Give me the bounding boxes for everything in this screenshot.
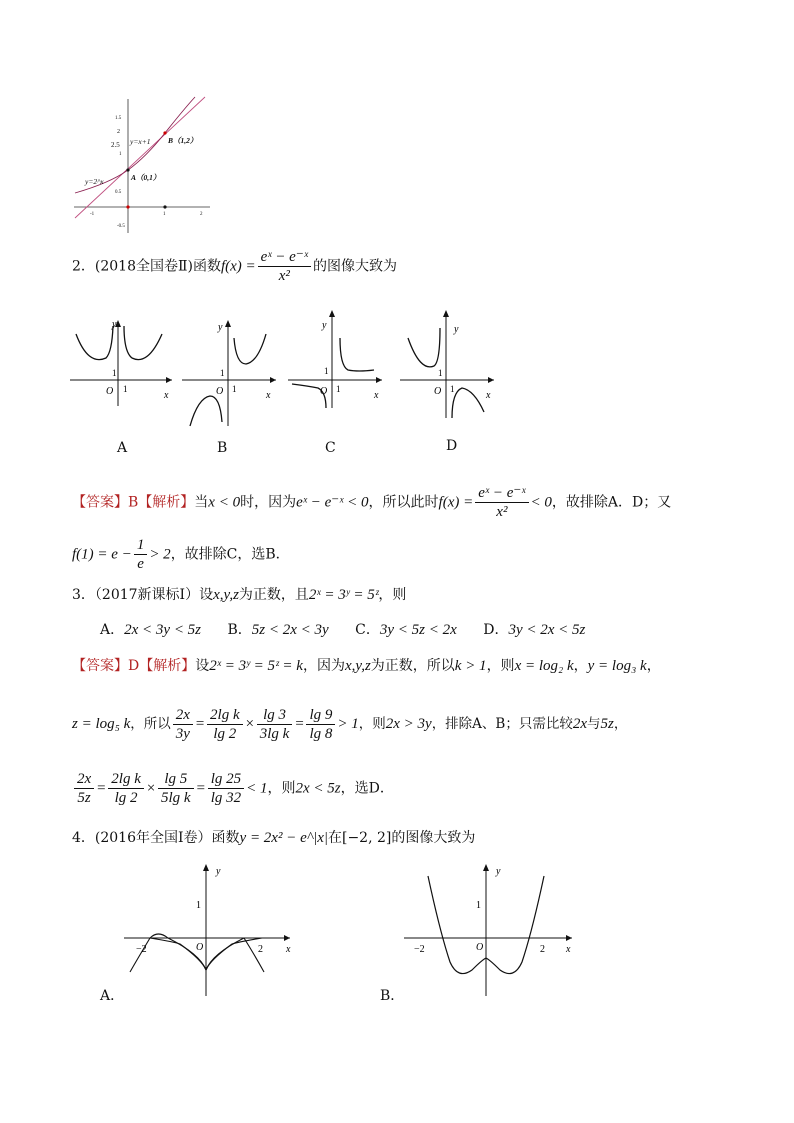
- q2-graph-c: [286, 308, 386, 412]
- q4-graph-b: [400, 862, 580, 1002]
- q3-choice-a-expr: 2x < 3y < 5z: [124, 622, 202, 638]
- q2a-frac: [475, 484, 528, 521]
- q3a-l3-f3: [158, 770, 194, 807]
- q2b-one-x: 1: [232, 384, 237, 394]
- q3-choice-d: [483, 622, 585, 638]
- q2a-part1: 当: [194, 494, 209, 511]
- q3a-l3-tail-b: 2x < 5z: [295, 780, 341, 797]
- q4b-one: 1: [476, 900, 481, 911]
- q3a-l1-d: x,y,z: [344, 658, 371, 674]
- q3a-l1-e: 为正数，所以: [370, 658, 455, 674]
- q3a-l1-j: y = log₃ k: [587, 658, 647, 674]
- q3a-l1-h: x = log₂ k: [514, 658, 574, 674]
- q3a-l2-i: 5z: [600, 716, 614, 732]
- q3a-l2-g: 2x: [572, 716, 588, 732]
- q3a-l2-f4-den: lg 8: [309, 726, 333, 742]
- q4-option-b-label: B．: [380, 988, 405, 1004]
- q3a-l2-f1: [173, 706, 193, 743]
- q4-func: y = 2x² − e^|x|: [239, 830, 328, 846]
- q3-vars: x,y,z: [213, 587, 239, 603]
- q2-graph-b: [180, 318, 280, 428]
- q3-choice-b-expr: 5z < 2x < 3y: [251, 622, 329, 638]
- q3a-l2-f3-num: lg 3: [257, 706, 293, 725]
- q3a-l3-f2: [108, 770, 144, 807]
- q2d-x: x: [486, 390, 491, 401]
- q4-prefix: 4．(2016年全国Ⅰ卷）函数: [72, 830, 240, 846]
- answer-tag: 【答案】: [72, 494, 128, 511]
- q4b-o: O: [476, 942, 484, 953]
- q2-frac-num: eˣ − e⁻ˣ: [258, 248, 311, 267]
- q4a-one: 1: [196, 900, 201, 911]
- q2-graph-d: [398, 308, 498, 424]
- q3a-l1-g: ，则: [486, 658, 515, 674]
- q3a-l2-f2-den: lg 2: [213, 726, 237, 742]
- q3-choice-a: [100, 622, 201, 638]
- q3a-l2-gt: > 1: [337, 716, 359, 732]
- q3a-l2-e: ，排除A、B；只需比较: [431, 716, 573, 732]
- x-one-dot: [163, 205, 166, 208]
- q2b-x: x: [266, 390, 271, 401]
- q2-suffix: 的图像大致为: [313, 258, 397, 275]
- label-point-a: A（0,1）: [131, 173, 161, 182]
- q3-choice-c-expr: 3y < 5z < 2x: [379, 622, 457, 638]
- q2a-l2-frac: [134, 536, 148, 573]
- q4-option-a-label: A．: [100, 988, 125, 1004]
- point-a: [126, 168, 129, 171]
- q2a-frac-den: x²: [496, 504, 508, 520]
- q3a-l1-i: ，: [573, 658, 588, 674]
- q2-stem: [72, 248, 397, 285]
- q3-choice-b-letter: B．: [227, 622, 252, 638]
- q2a-frac-num: eˣ − e⁻ˣ: [475, 484, 528, 503]
- q3a-l3-f2-num: 2lg k: [108, 770, 144, 789]
- q3a-l3-tail-c: ，选D．: [340, 780, 394, 797]
- top-xtick-3: 2: [200, 212, 203, 217]
- q2d-one-y: 1: [438, 368, 443, 378]
- q2-option-d-label: D: [446, 438, 458, 454]
- point-b: [163, 131, 166, 134]
- q3a-l2-a: z = log₅ k: [72, 716, 131, 732]
- q2a-cond1: x < 0: [208, 494, 241, 511]
- line-y-x-plus-1: [75, 97, 205, 218]
- q2a-l2-frac-num: 1: [134, 536, 148, 555]
- q3a-l1-a: 设: [195, 658, 210, 674]
- top-ytick-1: 2.5: [111, 141, 120, 149]
- q2-graph-a: [68, 318, 178, 408]
- q2a-part2: 时，因为: [240, 494, 297, 511]
- q2c-y: y: [322, 320, 327, 331]
- q2a-o: O: [106, 386, 114, 397]
- q2-option-b-label: B: [217, 440, 228, 456]
- q3a-l3-eq2: =: [195, 780, 206, 797]
- q3a-l2-f4-num: lg 9: [306, 706, 335, 725]
- q2a-l2-lhs: f(1) = e −: [72, 546, 132, 563]
- q4b-y: y: [496, 866, 501, 877]
- q3a-l2-f3: [257, 706, 293, 743]
- q2a-cond2: eˣ − e⁻ˣ < 0: [296, 494, 369, 511]
- q2d-o: O: [434, 386, 442, 397]
- q2-fraction: [258, 248, 311, 285]
- q2a-part4: ，故排除A．D；又: [551, 494, 672, 511]
- q3a-l2-f1-den: 3y: [175, 726, 190, 742]
- q3-choices: [100, 620, 607, 640]
- q2-answer-line2: [72, 536, 290, 573]
- q3-mid: 为正数，且: [238, 587, 309, 603]
- q2-frac-den: x²: [278, 268, 290, 284]
- q4a-x: x: [286, 944, 291, 955]
- q2-answer-line1: [72, 484, 671, 521]
- q3-answer-choice: D: [128, 658, 140, 674]
- q3a-l3-f3-num: lg 5: [158, 770, 194, 789]
- answer-choice: B: [128, 494, 139, 511]
- q3-suffix: ，则: [378, 587, 407, 603]
- q3-choice-d-expr: 3y < 2x < 5z: [508, 622, 586, 638]
- q3a-l3-f4-num: lg 25: [208, 770, 244, 789]
- top-ytick-5: 0.5: [115, 190, 122, 195]
- q3a-l3-eq: =: [96, 780, 107, 797]
- q3-analysis-tag: 【解析】: [139, 658, 196, 674]
- q2a-after-frac: < 0: [530, 494, 552, 511]
- q3a-l2-f1-num: 2x: [173, 706, 193, 725]
- q4a-y: y: [216, 866, 221, 877]
- q3a-l1-k: ，: [646, 658, 661, 674]
- top-xtick-2: 1: [163, 212, 166, 217]
- q3a-l3-f1-den: 5z: [77, 790, 91, 806]
- q2-func-lhs: f(x) =: [220, 258, 256, 275]
- q2d-y: y: [454, 324, 459, 335]
- q2c-one-x: 1: [336, 384, 341, 394]
- q2c-x: x: [374, 390, 379, 401]
- q3-stem: [72, 585, 406, 605]
- q3a-l3-lt: < 1: [246, 780, 268, 797]
- q3a-l2-eq: =: [194, 716, 206, 732]
- q3a-l2-j: ，: [613, 716, 628, 732]
- q2a-part3: ，所以此时: [368, 494, 439, 511]
- q3a-l2-f2-num: 2lg k: [207, 706, 243, 725]
- q2a-y: y: [112, 319, 117, 330]
- q3-choice-c: [355, 622, 457, 638]
- q2b-o: O: [216, 386, 224, 397]
- q2-prefix: 2．(2018全国卷Ⅱ)函数: [72, 258, 221, 275]
- q2d-one-x: 1: [450, 384, 455, 394]
- q4-stem: [72, 828, 475, 848]
- q4-graph-a: [120, 862, 300, 1002]
- origin-dot: [126, 205, 129, 208]
- top-ytick-6: -0.5: [117, 224, 125, 229]
- q3-choice-d-letter: D．: [483, 622, 509, 638]
- q2a-one-y: 1: [112, 368, 117, 378]
- q3-choice-b: [227, 622, 328, 638]
- q3a-l3-f2-den: lg 2: [114, 790, 138, 806]
- q3-answer-tag: 【答案】: [72, 658, 128, 674]
- q3a-l2-c: ，则: [358, 716, 386, 732]
- q2b-one-y: 1: [220, 368, 225, 378]
- q4b-x: x: [566, 944, 571, 955]
- q3a-l3-f3-den: 5lg k: [161, 790, 191, 806]
- q3a-l3-f1: [74, 770, 94, 807]
- top-ytick-4: 1: [119, 152, 122, 157]
- label-point-b: B（1,2）: [168, 136, 198, 145]
- q3-cond: 2ˣ = 3ʸ = 5ᶻ: [308, 587, 379, 603]
- top-xtick-1: -1: [90, 212, 95, 217]
- q3a-l3-f1-num: 2x: [74, 770, 94, 789]
- q4a-o: O: [196, 942, 204, 953]
- q2a-l2-frac-den: e: [137, 556, 144, 572]
- top-figure: [70, 95, 220, 235]
- q4b-pos2: 2: [540, 944, 545, 955]
- q3a-l2-b: ，所以: [130, 716, 171, 732]
- top-ytick-3: 1.5: [115, 116, 122, 121]
- q3-answer-line2: [72, 706, 627, 743]
- q2a-x: x: [164, 390, 169, 401]
- q3a-l2-eq2: =: [294, 716, 305, 732]
- q2c-o: O: [320, 386, 328, 397]
- q3a-l3-f4-den: lg 32: [210, 790, 242, 806]
- q3a-l1-b: 2ˣ = 3ʸ = 5ᶻ = k: [209, 658, 303, 674]
- q2a-l2-tail: ，故排除C，选B．: [170, 546, 290, 563]
- label-line: y=x+1: [130, 137, 151, 146]
- q3-prefix: 3．（2017新课标Ⅰ）设: [72, 587, 214, 603]
- top-ytick-2: 2: [117, 129, 120, 135]
- q3a-l1-c: ，因为: [302, 658, 345, 674]
- label-curve: y=2^x: [85, 177, 104, 186]
- q3-answer-line1: [72, 656, 661, 676]
- q3a-l2-h: 与: [587, 716, 601, 732]
- analysis-tag: 【解析】: [138, 494, 195, 511]
- q4-mid: 在[−2, 2]的图像大致为: [327, 830, 476, 846]
- q3a-l3-times: ×: [145, 780, 156, 797]
- q3-answer-line3: [72, 770, 394, 807]
- q2c-one-y: 1: [324, 366, 329, 376]
- q2a-func: f(x) =: [438, 494, 474, 511]
- q2b-y: y: [218, 322, 223, 333]
- q2-option-c-label: C: [325, 440, 336, 456]
- q3-choice-a-letter: A．: [100, 622, 125, 638]
- q3a-l3-f4: [208, 770, 244, 807]
- q3a-l1-f: k > 1: [454, 658, 487, 674]
- q4b-neg2: −2: [414, 944, 425, 955]
- q3a-l2-f2: [207, 706, 243, 743]
- q3a-l2-f4: [306, 706, 335, 743]
- q3-choice-c-letter: C．: [355, 622, 380, 638]
- q4a-neg2: −2: [136, 944, 147, 955]
- q3a-l2-d: 2x > 3y: [385, 716, 432, 732]
- q2a-l2-rhs: > 2: [149, 546, 171, 563]
- q2a-one-x: 1: [123, 384, 128, 394]
- q4a-pos2: 2: [258, 944, 263, 955]
- q3a-l2-f3-den: 3lg k: [259, 726, 290, 742]
- q3a-l2-times: ×: [244, 716, 255, 732]
- q3a-l3-tail-a: ，则: [267, 780, 296, 797]
- q2-option-a-label: A: [117, 440, 128, 456]
